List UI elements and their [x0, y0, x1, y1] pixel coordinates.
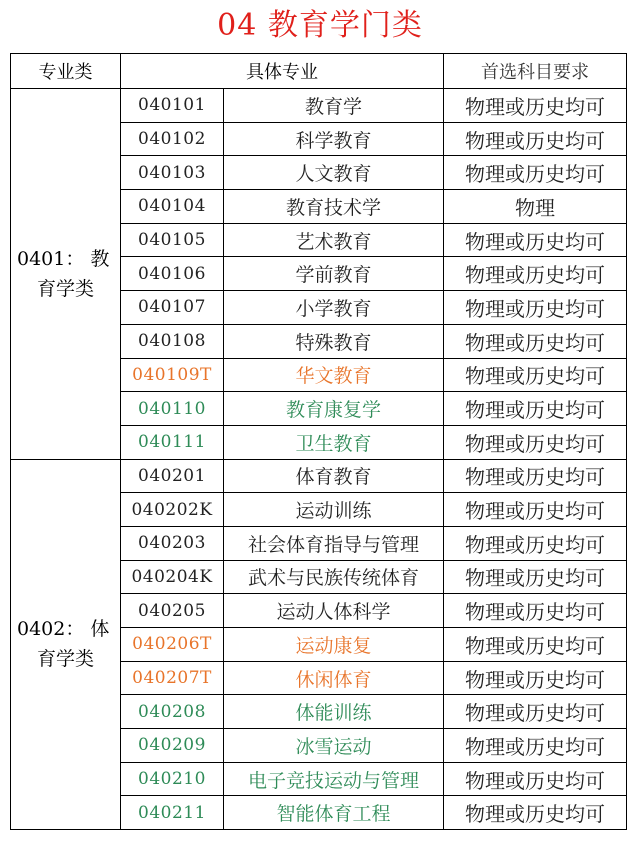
major-code: 040201 — [121, 459, 224, 493]
major-code: 040110 — [121, 392, 224, 426]
subject-requirement: 物理或历史均可 — [444, 89, 627, 123]
major-name: 科学教育 — [224, 122, 444, 156]
subject-requirement: 物理或历史均可 — [444, 358, 627, 392]
subject-requirement: 物理或历史均可 — [444, 324, 627, 358]
major-code: 040106 — [121, 257, 224, 291]
subject-requirement: 物理或历史均可 — [444, 762, 627, 796]
subject-requirement: 物理或历史均可 — [444, 291, 627, 325]
major-code: 040209 — [121, 729, 224, 763]
major-table — [10, 53, 627, 830]
subject-requirement: 物理或历史均可 — [444, 628, 627, 662]
major-code: 040204K — [121, 560, 224, 594]
header-requirement: 首选科目要求 — [444, 54, 627, 89]
major-name: 电子竞技运动与管理 — [224, 762, 444, 796]
subject-requirement: 物理 — [444, 190, 627, 224]
major-code: 040206T — [121, 628, 224, 662]
major-name: 智能体育工程 — [224, 796, 444, 830]
major-code: 040111 — [121, 425, 224, 459]
category-cell — [11, 89, 121, 460]
major-code: 040202K — [121, 493, 224, 527]
major-code: 040107 — [121, 291, 224, 325]
subject-requirement: 物理或历史均可 — [444, 560, 627, 594]
major-name: 运动人体科学 — [224, 594, 444, 628]
table-header-row — [11, 54, 627, 89]
subject-requirement: 物理或历史均可 — [444, 594, 627, 628]
table-row — [11, 89, 627, 123]
subject-requirement: 物理或历史均可 — [444, 526, 627, 560]
subject-requirement: 物理或历史均可 — [444, 459, 627, 493]
major-name: 体能训练 — [224, 695, 444, 729]
category-name-line1: 0402： 体 — [17, 618, 110, 641]
major-name: 运动康复 — [224, 628, 444, 662]
subject-requirement: 物理或历史均可 — [444, 729, 627, 763]
major-name: 小学教育 — [224, 291, 444, 325]
subject-requirement: 物理或历史均可 — [444, 392, 627, 426]
major-name: 学前教育 — [224, 257, 444, 291]
subject-requirement: 物理或历史均可 — [444, 796, 627, 830]
major-code: 040203 — [121, 526, 224, 560]
major-code: 040208 — [121, 695, 224, 729]
major-name: 特殊教育 — [224, 324, 444, 358]
major-name: 冰雪运动 — [224, 729, 444, 763]
major-name: 教育学 — [224, 89, 444, 123]
major-name: 卫生教育 — [224, 425, 444, 459]
major-code: 040108 — [121, 324, 224, 358]
subject-requirement: 物理或历史均可 — [444, 122, 627, 156]
subject-requirement: 物理或历史均可 — [444, 695, 627, 729]
subject-requirement: 物理或历史均可 — [444, 425, 627, 459]
category-name-line2: 育学类 — [36, 277, 94, 300]
header-category: 专业类 — [11, 54, 121, 89]
major-name: 社会体育指导与管理 — [224, 526, 444, 560]
category-name-line1: 0401： 教 — [17, 247, 110, 270]
category-name-line2: 育学类 — [36, 648, 94, 671]
major-name: 华文教育 — [224, 358, 444, 392]
major-code: 040211 — [121, 796, 224, 830]
subject-requirement: 物理或历史均可 — [444, 156, 627, 190]
subject-requirement: 物理或历史均可 — [444, 223, 627, 257]
major-name: 教育康复学 — [224, 392, 444, 426]
header-major: 具体专业 — [121, 54, 444, 89]
major-code: 040101 — [121, 89, 224, 123]
subject-requirement: 物理或历史均可 — [444, 257, 627, 291]
major-code: 040104 — [121, 190, 224, 224]
major-code: 040105 — [121, 223, 224, 257]
major-code: 040205 — [121, 594, 224, 628]
subject-requirement: 物理或历史均可 — [444, 661, 627, 695]
major-name: 体育教育 — [224, 459, 444, 493]
major-code: 040109T — [121, 358, 224, 392]
major-code: 040207T — [121, 661, 224, 695]
major-name: 艺术教育 — [224, 223, 444, 257]
subject-requirement: 物理或历史均可 — [444, 493, 627, 527]
major-name: 武术与民族传统体育 — [224, 560, 444, 594]
major-code: 040102 — [121, 122, 224, 156]
major-code: 040103 — [121, 156, 224, 190]
major-name: 教育技术学 — [224, 190, 444, 224]
page-title: 04 教育学门类 — [217, 8, 423, 43]
category-cell — [11, 459, 121, 830]
table-row — [11, 459, 627, 493]
major-name: 运动训练 — [224, 493, 444, 527]
table-body — [11, 89, 627, 830]
major-name: 休闲体育 — [224, 661, 444, 695]
major-name: 人文教育 — [224, 156, 444, 190]
major-code: 040210 — [121, 762, 224, 796]
